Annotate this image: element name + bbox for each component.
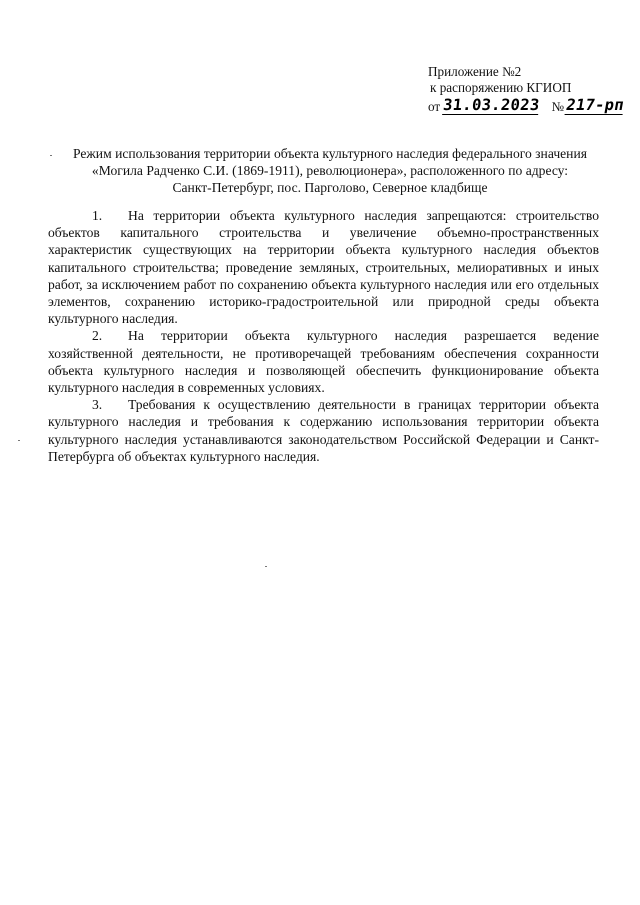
appendix-order-reference: к распоряжению КГИОП	[430, 80, 572, 95]
paragraph-text: На территории объекта культурного наследия запрещаются: строительство объектов капитального строительства и увеличение объемно-пространственных характеристик существующих на территории объекта культурного наследия объектов капитального строительства; проведение земляных, строительных, мелиоративных и иных работ, за исключением работ по сохранению объекта культурного наследия или его отдельных элементов, сохранению историко-градостроительной или природной среды объекта культурного наследия.	[48, 208, 599, 327]
paragraph-text: На территории объекта культурного наследия разрешается ведение хозяйственной деятельности, не противоречащей требованиям обеспечения сохранности объекта культурного наследия и позволяющей обеспечить функционирование объекта культурного наследия в современных условиях.	[48, 328, 599, 396]
handwritten-date: 31.03.2023	[442, 96, 541, 114]
heading-line-3: Санкт-Петербург, пос. Парголово, Северное кладбище	[172, 180, 488, 195]
appendix-date-number-line	[428, 98, 624, 115]
scan-speck	[18, 440, 20, 441]
paragraph-text: Требования к осуществлению деятельности в границах территории объекта культурного наследия и требования к содержанию использования территории объекта культурного наследия устанавливаются законодательством Российской Федерации и Санкт-Петербурга об объектах культурного наследия.	[48, 397, 599, 464]
paragraph-3	[48, 396, 599, 465]
scan-speck	[265, 566, 267, 567]
appendix-block	[428, 64, 624, 115]
appendix-title: Приложение №2	[428, 64, 522, 79]
scan-speck	[50, 155, 52, 156]
paragraph-2	[48, 327, 599, 396]
date-prefix: от	[428, 99, 441, 114]
handwritten-order-number: 217-рп	[564, 96, 626, 114]
document-heading	[60, 145, 600, 196]
paragraph-number: 1.	[92, 208, 103, 223]
document-body	[48, 207, 599, 465]
paragraph-1	[48, 207, 599, 327]
number-prefix: №	[551, 99, 565, 114]
paragraph-number: 3.	[92, 397, 103, 413]
heading-line-2: «Могила Радченко С.И. (1869-1911), революционера», расположенного по адресу:	[91, 163, 569, 178]
heading-line-1: Режим использования территории объекта культурного наследия федерального значения	[73, 146, 587, 161]
paragraph-number: 2.	[92, 328, 103, 344]
